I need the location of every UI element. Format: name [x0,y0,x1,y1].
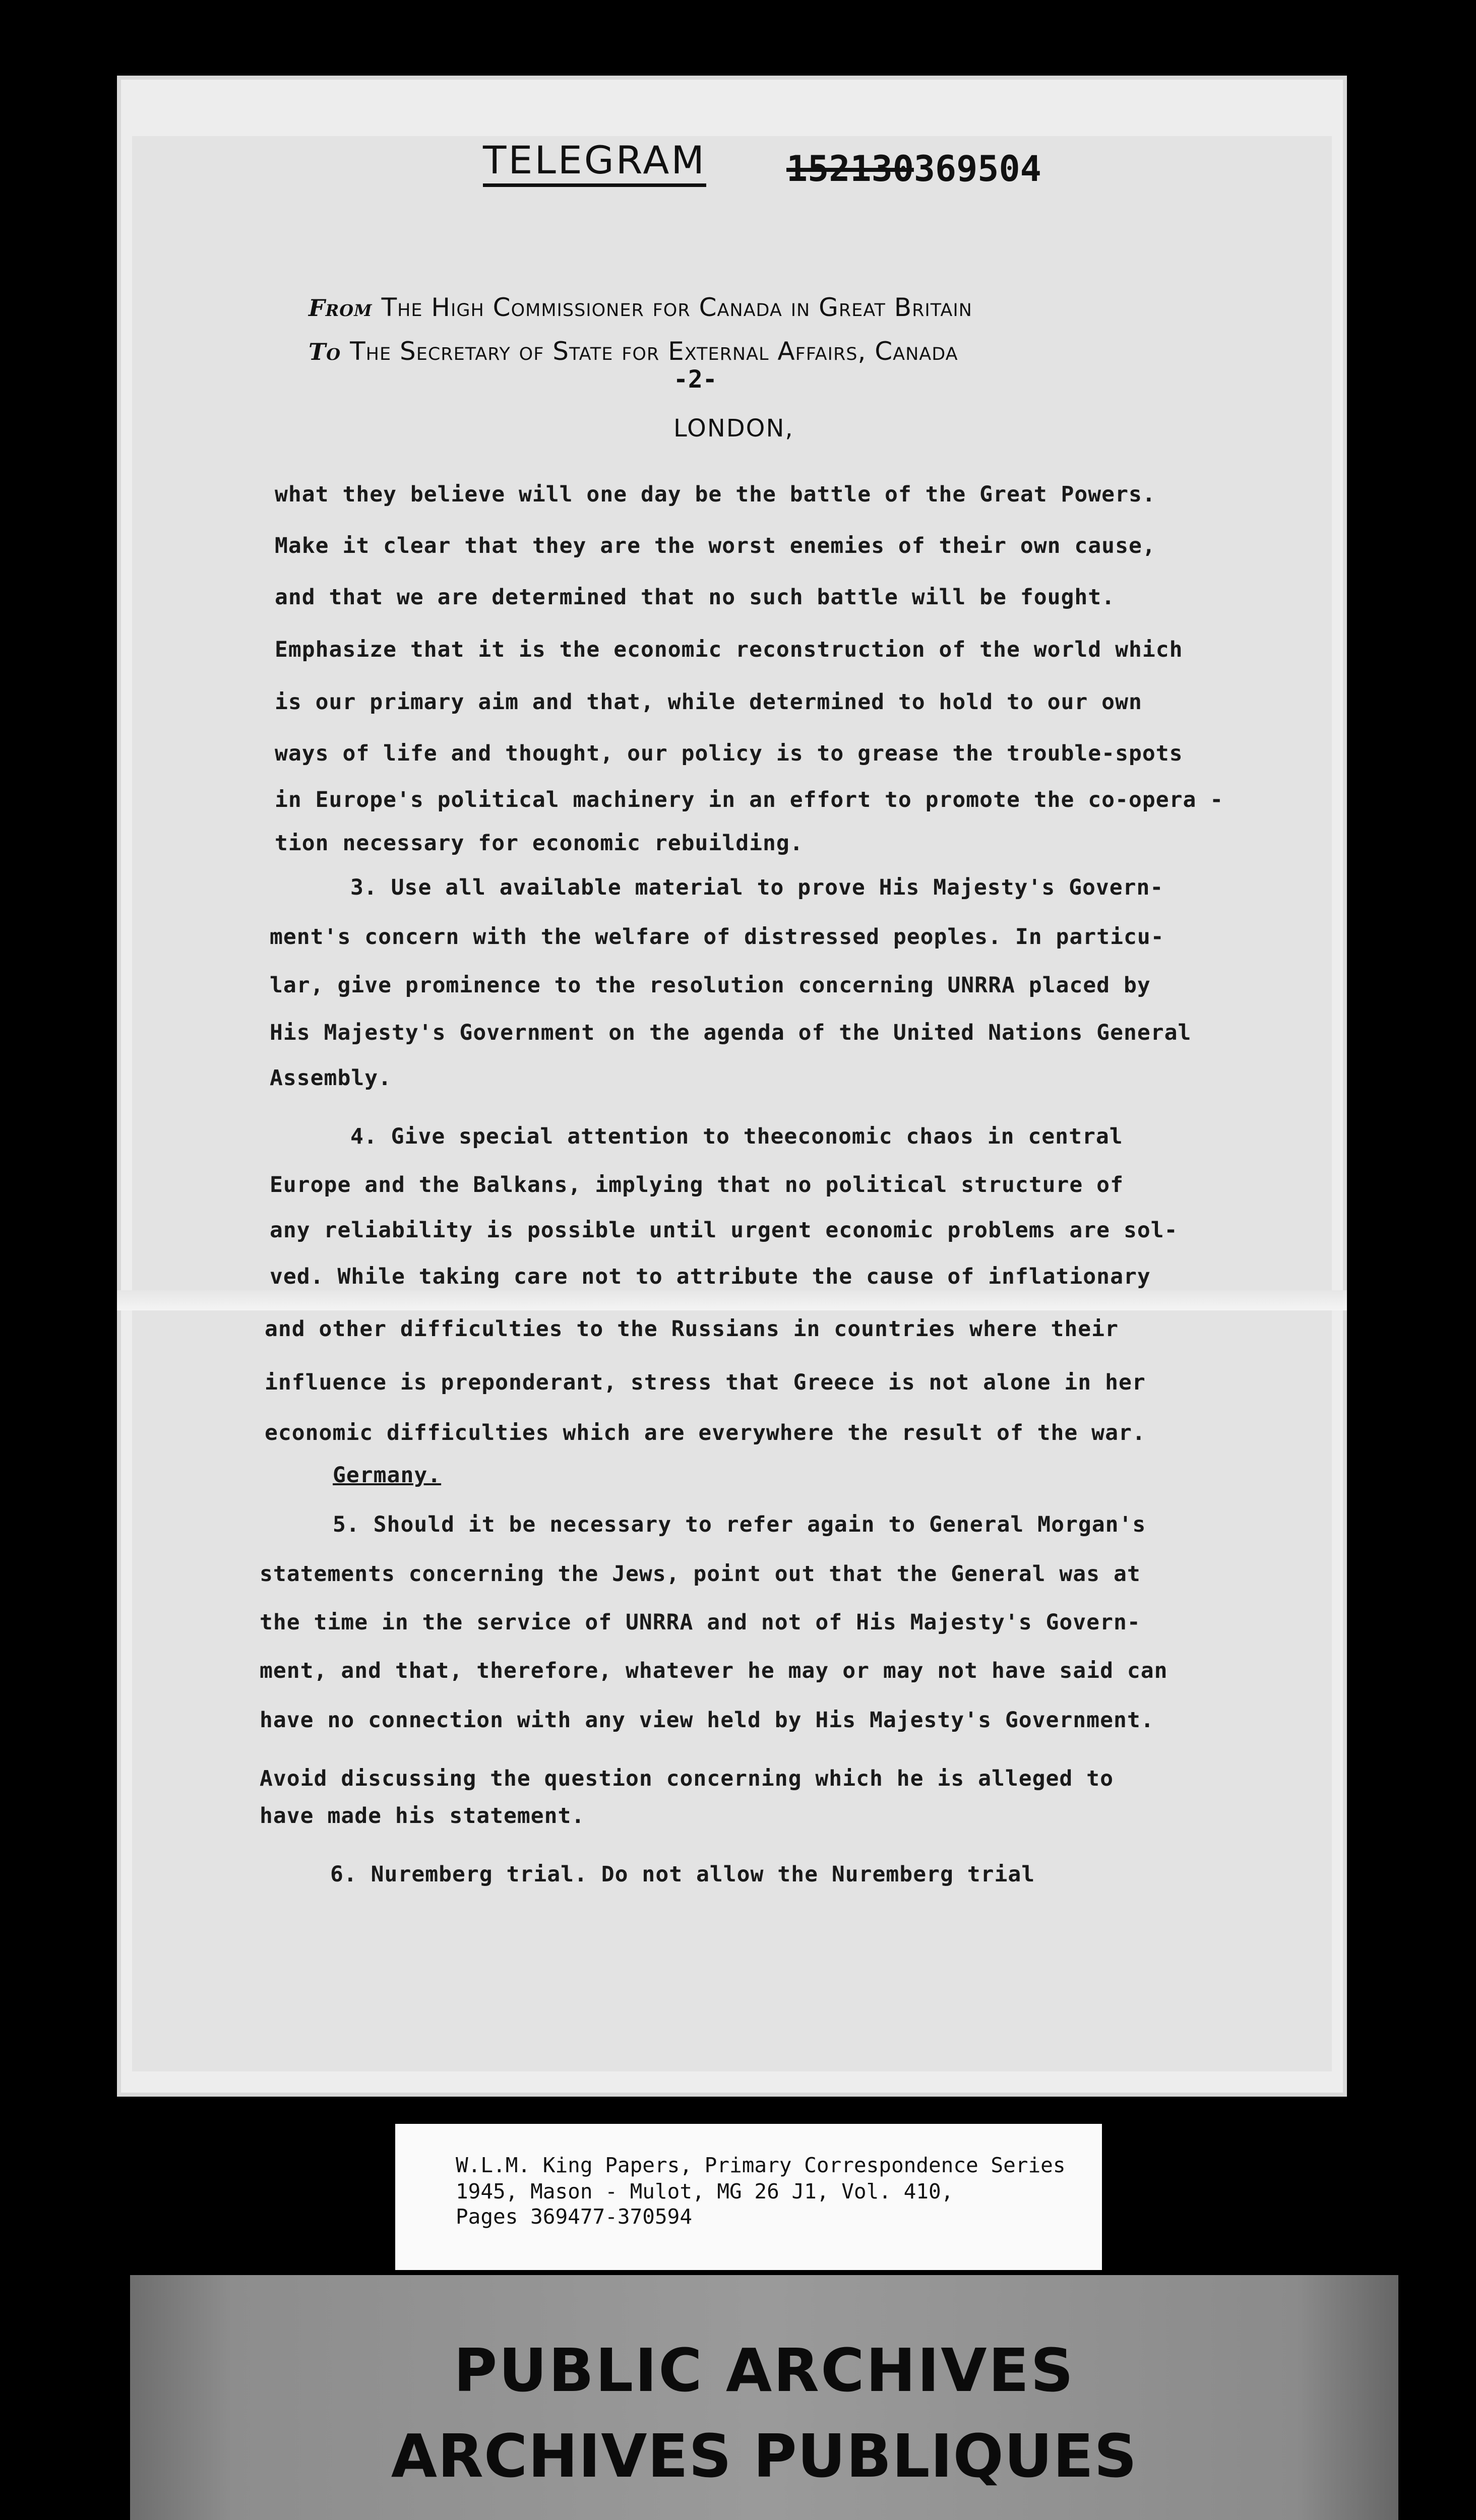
caption-line: Pages 369477-370594 [456,2204,692,2229]
to-label: To [309,338,341,365]
body-line: any reliability is possible until urgent economic problems are sol- [270,1218,1178,1243]
caption-line: W.L.M. King Papers, Primary Correspondence Series [456,2153,1066,2177]
to-line [309,339,958,364]
body-line: 6. Nuremberg trial. Do not allow the Nuremberg trial [330,1862,1035,1887]
body-line: have made his statement. [260,1803,585,1829]
body-line: ved. While taking care not to attribute the cause of inflationary [270,1264,1151,1289]
body-line: statements concerning the Jews, point out that the General was at [260,1561,1141,1587]
body-line: influence is preponderant, stress that Greece is not alone in her [265,1370,1146,1395]
archives-stamp [130,2275,1398,2520]
stamp-line: ARCHIVES PUBLIQUES [391,2421,1138,2491]
fold-crease [117,1290,1347,1310]
body-line: what they believe will one day be the battle of the Great Powers. [275,482,1156,507]
body-line: 3. Use all available material to prove His Majesty's Govern- [350,875,1164,900]
body-line: Emphasize that it is the economic reconstruction of the world which [275,637,1183,662]
body-line: tion necessary for economic rebuilding. [275,831,804,856]
stamp-line: PUBLIC ARCHIVES [453,2336,1075,2405]
body-line: Assembly. [270,1065,392,1091]
body-line: the time in the service of UNRRA and not of His Majesty's Govern- [260,1610,1141,1635]
body-line: and that we are determined that no such battle will be fought. [275,585,1116,610]
body-line: Make it clear that they are the worst enemies of their own cause, [275,533,1156,558]
telegram-number [786,148,1041,190]
body-line: economic difficulties which are everywhere the result of the war. [265,1420,1146,1445]
body-line: and other difficulties to the Russians in countries where their [265,1316,1119,1342]
place-line: LONDON, [673,414,794,443]
body-line: is our primary aim and that, while determined to hold to our own [275,689,1142,715]
from-line [309,295,972,320]
body-line: ment's concern with the welfare of distressed peoples. In particu- [270,924,1164,950]
caption-line: 1945, Mason - Mulot, MG 26 J1, Vol. 410, [456,2179,954,2203]
body-line: His Majesty's Government on the agenda of the United Nations General [270,1020,1192,1045]
body-line: ment, and that, therefore, whatever he may or may not have said can [260,1658,1168,1683]
from-text: The High Commissioner for Canada in Great Britain [381,293,972,322]
document-number: 369504 [913,148,1041,190]
from-label: From [309,294,373,322]
to-text: The Secretary of State for External Affairs, Canada [350,337,958,366]
body-line: ways of life and thought, our policy is to grease the trouble-spots [275,741,1183,766]
section-heading-germany: Germany. [333,1463,442,1488]
struck-number: 152130 [786,148,914,190]
page-number: -2- [673,365,717,394]
archive-caption [395,2124,1102,2270]
body-line: have no connection with any view held by His Majesty's Government. [260,1708,1154,1733]
body-line: Europe and the Balkans, implying that no political structure of [270,1172,1124,1198]
telegram-title: TELEGRAM [483,141,706,187]
body-line: in Europe's political machinery in an effort to promote the co-opera - [275,787,1224,812]
body-line: Avoid discussing the question concerning which he is alleged to [260,1766,1114,1791]
body-line: lar, give prominence to the resolution concerning UNRRA placed by [270,973,1151,998]
body-line: 4. Give special attention to theeconomic chaos in central [350,1124,1123,1149]
body-line: 5. Should it be necessary to refer again to General Morgan's [333,1512,1146,1537]
